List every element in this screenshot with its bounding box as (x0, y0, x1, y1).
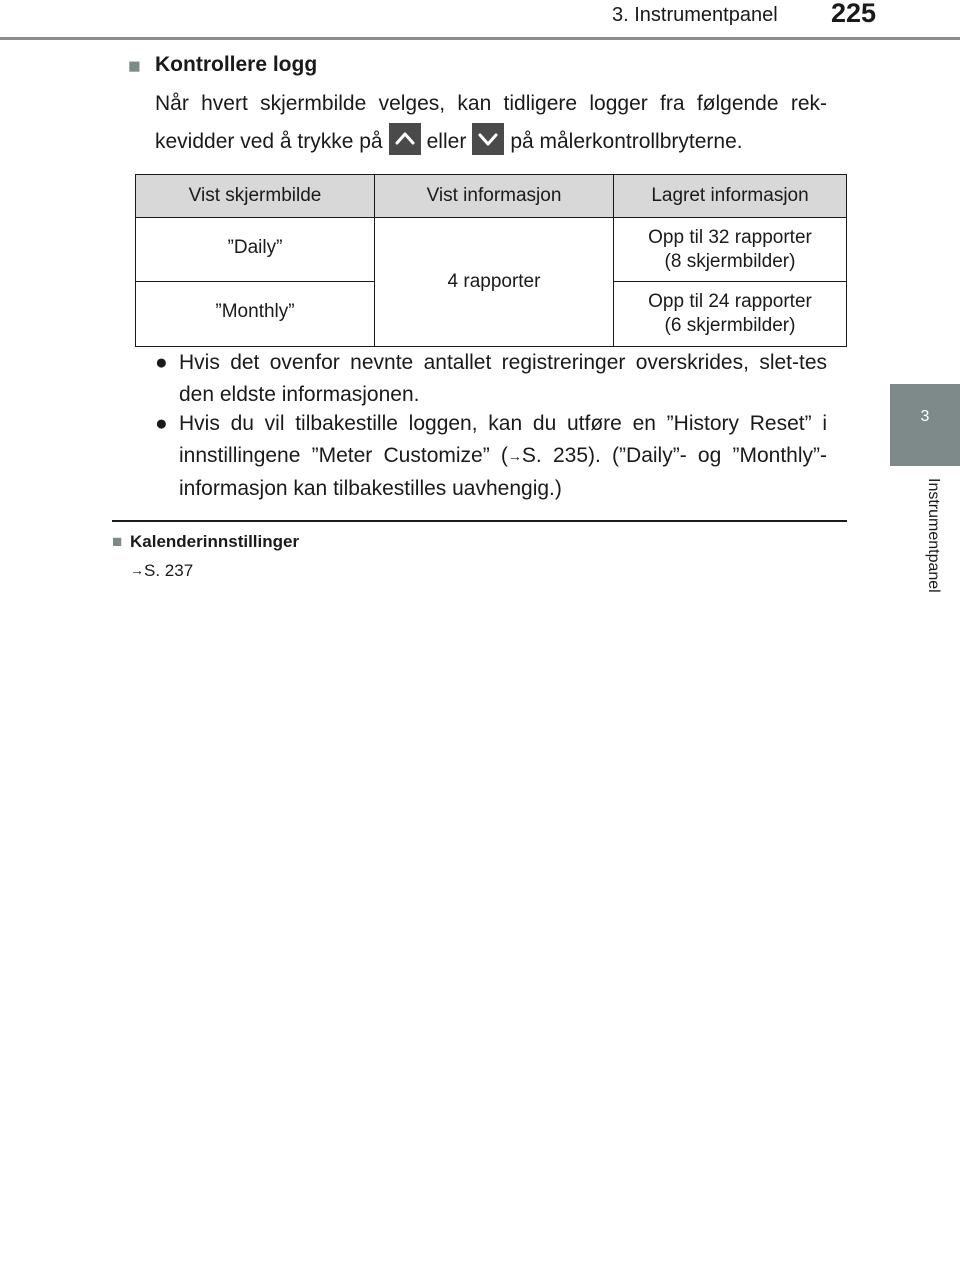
table-header-screen: Vist skjermbilde (136, 175, 375, 218)
table-header-row (136, 175, 847, 218)
chevron-down-icon (472, 123, 504, 155)
table-cell-screen: ”Daily” (136, 218, 375, 282)
side-tab-label: Instrumentpanel (925, 478, 942, 593)
stored-line2: (6 skjermbilder) (664, 315, 796, 336)
para-text-c: på målerkontrollbryterne. (510, 130, 743, 153)
arrow-right-icon: → (130, 562, 144, 578)
bullet-text-b: ). (”Daily”- og ”Monthly”-informasjon kan tilbakestilles uavhengig.) (179, 444, 827, 500)
bullet-marker: ● (155, 351, 168, 374)
page-number: 225 (831, 0, 877, 28)
bullet-marker: ● (155, 412, 168, 435)
section-title: Kontrollere logg (155, 53, 318, 76)
stored-line1: Opp til 32 rapporter (648, 226, 812, 248)
intro-paragraph-line1: Når hvert skjermbilde velges, kan tidligere logger fra følgende rek- (155, 92, 827, 115)
intro-paragraph-line2 (155, 122, 827, 162)
page-reference-link[interactable]: S. 237 (144, 561, 194, 580)
stored-line2: (8 skjermbilder) (664, 250, 796, 272)
bullet-text-a: Hvis du vil tilbakestille loggen, kan du utføre en ”History Reset” i innstillingene ”Meter Customize” ( (179, 412, 827, 467)
para-text-b: eller (426, 130, 467, 153)
table-cell-screen: ”Monthly” (136, 282, 375, 347)
table-row (136, 218, 847, 282)
table-cell-stored (614, 282, 847, 347)
para-text-a: kevidder ved å trykke på (155, 130, 383, 153)
table-header-info: Vist informasjon (375, 175, 614, 218)
stored-line1: Opp til 24 rapporter (648, 291, 812, 312)
table-header-stored: Lagret informasjon (614, 175, 847, 218)
section-divider (112, 520, 847, 522)
table-cell-stored (614, 218, 847, 282)
arrow-right-icon: → (507, 448, 522, 464)
bullet-item (155, 347, 827, 411)
bullet-item (155, 408, 827, 505)
log-table (135, 174, 847, 347)
subsection-reference (130, 561, 193, 581)
bullet-text (179, 408, 827, 505)
side-tab (890, 384, 960, 466)
chevron-up-icon (389, 123, 421, 155)
table-cell-info: 4 rapporter (375, 218, 614, 347)
bullet-text: Hvis det ovenfor nevnte antallet registreringer overskrides, slet-tes den eldste informasjonen. (179, 351, 827, 406)
page-reference-link[interactable]: S. 235 (521, 444, 589, 467)
header-rule (0, 37, 960, 40)
subsection-title: Kalenderinnstillinger (130, 532, 300, 551)
chapter-title: 3. Instrumentpanel (612, 4, 778, 26)
section-marker: ■ (128, 55, 141, 78)
subsection-marker: ■ (112, 532, 123, 551)
side-tab-number: 3 (920, 408, 930, 425)
